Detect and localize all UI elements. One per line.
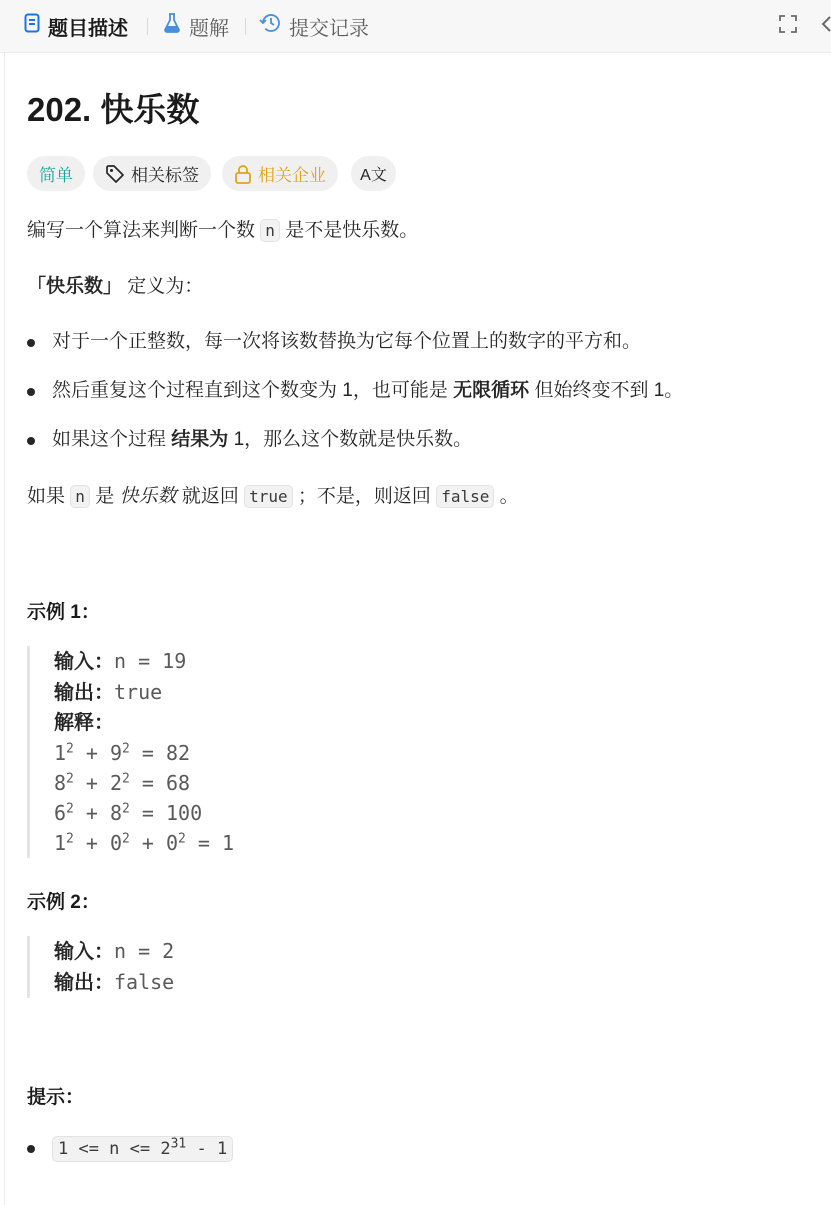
return-italic: 快乐数 xyxy=(119,486,177,507)
output-label: 输出： xyxy=(54,972,114,994)
tab-submissions-label: 提交记录 xyxy=(289,17,369,40)
explain-sup: 2 xyxy=(122,771,130,787)
tab-divider xyxy=(245,18,246,35)
list-item xyxy=(52,376,683,406)
bullet-dot xyxy=(27,1145,35,1153)
explain-num: + 0 xyxy=(129,831,179,855)
example-input xyxy=(54,936,174,967)
hints-heading: 提示： xyxy=(27,1087,85,1108)
example-1-block xyxy=(27,646,234,858)
bullet-dot xyxy=(27,339,35,347)
explain-line xyxy=(54,828,234,858)
explain-line xyxy=(54,798,234,828)
explain-num: + 9 xyxy=(73,741,123,765)
difficulty-label: 简单 xyxy=(39,166,73,185)
example-input xyxy=(54,646,234,677)
constraint-code xyxy=(52,1136,233,1162)
return-text: 如果 xyxy=(27,486,66,507)
list-item-text: 然后重复这个过程直到这个数变为 1，也可能是 xyxy=(52,380,448,401)
tab-solutions[interactable] xyxy=(163,12,229,40)
explain-sup: 2 xyxy=(66,771,74,787)
explain-num: + 8 xyxy=(73,801,123,825)
explain-sup: 2 xyxy=(122,801,130,817)
explain-sup: 2 xyxy=(178,831,186,847)
tab-solutions-label: 题解 xyxy=(189,17,229,40)
explain-sup: 2 xyxy=(122,741,130,757)
history-icon xyxy=(259,13,281,39)
tab-submissions[interactable] xyxy=(259,12,369,40)
tab-bar xyxy=(0,0,831,53)
explain-num: = 68 xyxy=(129,771,191,795)
list-item xyxy=(52,425,472,455)
list-item xyxy=(52,327,641,357)
example-output xyxy=(54,677,234,708)
translate-button[interactable] xyxy=(351,156,396,191)
translate-icon: A文 xyxy=(360,167,387,184)
explain-line xyxy=(54,768,234,798)
example-2-heading: 示例 2： xyxy=(27,892,100,913)
explain-num: 1 xyxy=(54,741,67,765)
explain-num: = 82 xyxy=(129,741,191,765)
list-item-bold: 结果为 xyxy=(171,429,229,450)
definition-text: 定义为： xyxy=(127,276,204,297)
explain-num: 1 xyxy=(54,831,67,855)
explain-num: 8 xyxy=(54,771,67,795)
related-tags-label: 相关标签 xyxy=(131,166,199,185)
inline-code: true xyxy=(244,485,293,508)
related-companies-label: 相关企业 xyxy=(258,166,326,185)
explain-num: + 0 xyxy=(73,831,123,855)
input-label: 输入： xyxy=(54,651,114,673)
return-text: ；不是，则返回 xyxy=(297,486,431,507)
definition-line xyxy=(27,272,203,302)
return-description xyxy=(27,482,519,512)
desc-text: 编写一个算法来判断一个数 xyxy=(27,220,256,241)
desc-text: 是不是快乐数。 xyxy=(285,220,419,241)
return-text: 是 xyxy=(95,486,115,507)
inline-code: n xyxy=(70,485,90,508)
tag-icon xyxy=(105,164,125,184)
explain-sup: 2 xyxy=(66,801,74,817)
output-value: false xyxy=(114,970,175,994)
input-value: n = 19 xyxy=(114,649,187,673)
example-output xyxy=(54,967,174,998)
bullet-dot xyxy=(27,388,35,396)
constraint-item xyxy=(52,1134,233,1164)
example-explain xyxy=(54,708,234,738)
explain-sup: 2 xyxy=(66,831,74,847)
constraint-text: - 1 xyxy=(186,1139,228,1159)
example-2-block xyxy=(27,936,174,998)
constraint-text: 1 <= n <= 2 xyxy=(58,1139,171,1159)
input-label: 输入： xyxy=(54,941,114,963)
tab-description-label: 题目描述 xyxy=(48,17,128,40)
return-text: 就返回 xyxy=(181,486,239,507)
explain-label: 解释： xyxy=(54,712,114,734)
description-icon xyxy=(24,13,40,39)
output-label: 输出： xyxy=(54,682,114,704)
inline-code: n xyxy=(260,219,280,242)
example-1-heading: 示例 1： xyxy=(27,602,100,623)
problem-description xyxy=(27,216,418,246)
list-item-text: 1，那么这个数就是快乐数。 xyxy=(233,429,473,450)
explain-sup: 2 xyxy=(66,741,74,757)
explain-num: + 2 xyxy=(73,771,123,795)
explain-num: 6 xyxy=(54,801,67,825)
explain-num: = 1 xyxy=(185,831,235,855)
constraint-sup: 31 xyxy=(170,1136,187,1152)
return-text: 。 xyxy=(499,486,519,507)
tab-description[interactable] xyxy=(24,12,128,40)
flask-icon xyxy=(163,13,181,39)
input-value: n = 2 xyxy=(114,939,175,963)
definition-term: 「快乐数」 xyxy=(27,276,123,297)
inline-code: false xyxy=(436,485,494,508)
list-item-bold: 无限循环 xyxy=(453,380,530,401)
explain-line xyxy=(54,738,234,768)
related-companies-button[interactable] xyxy=(222,156,338,191)
fullscreen-icon[interactable] xyxy=(778,14,798,40)
problem-title: 202. 快乐数 xyxy=(27,91,200,128)
output-value: true xyxy=(114,680,163,704)
explain-sup: 2 xyxy=(122,831,130,847)
related-tags-button[interactable] xyxy=(93,156,211,191)
explain-num: = 100 xyxy=(129,801,203,825)
chevron-left-icon[interactable] xyxy=(820,14,831,40)
tab-divider xyxy=(147,18,148,35)
list-item-text: 但始终变不到 1。 xyxy=(534,380,684,401)
list-item-text: 对于一个正整数，每一次将该数替换为它每个位置上的数字的平方和。 xyxy=(52,331,642,352)
bullet-dot xyxy=(27,437,35,445)
difficulty-badge[interactable] xyxy=(27,156,85,191)
lock-icon xyxy=(234,164,252,184)
list-item-text: 如果这个过程 xyxy=(52,429,167,450)
